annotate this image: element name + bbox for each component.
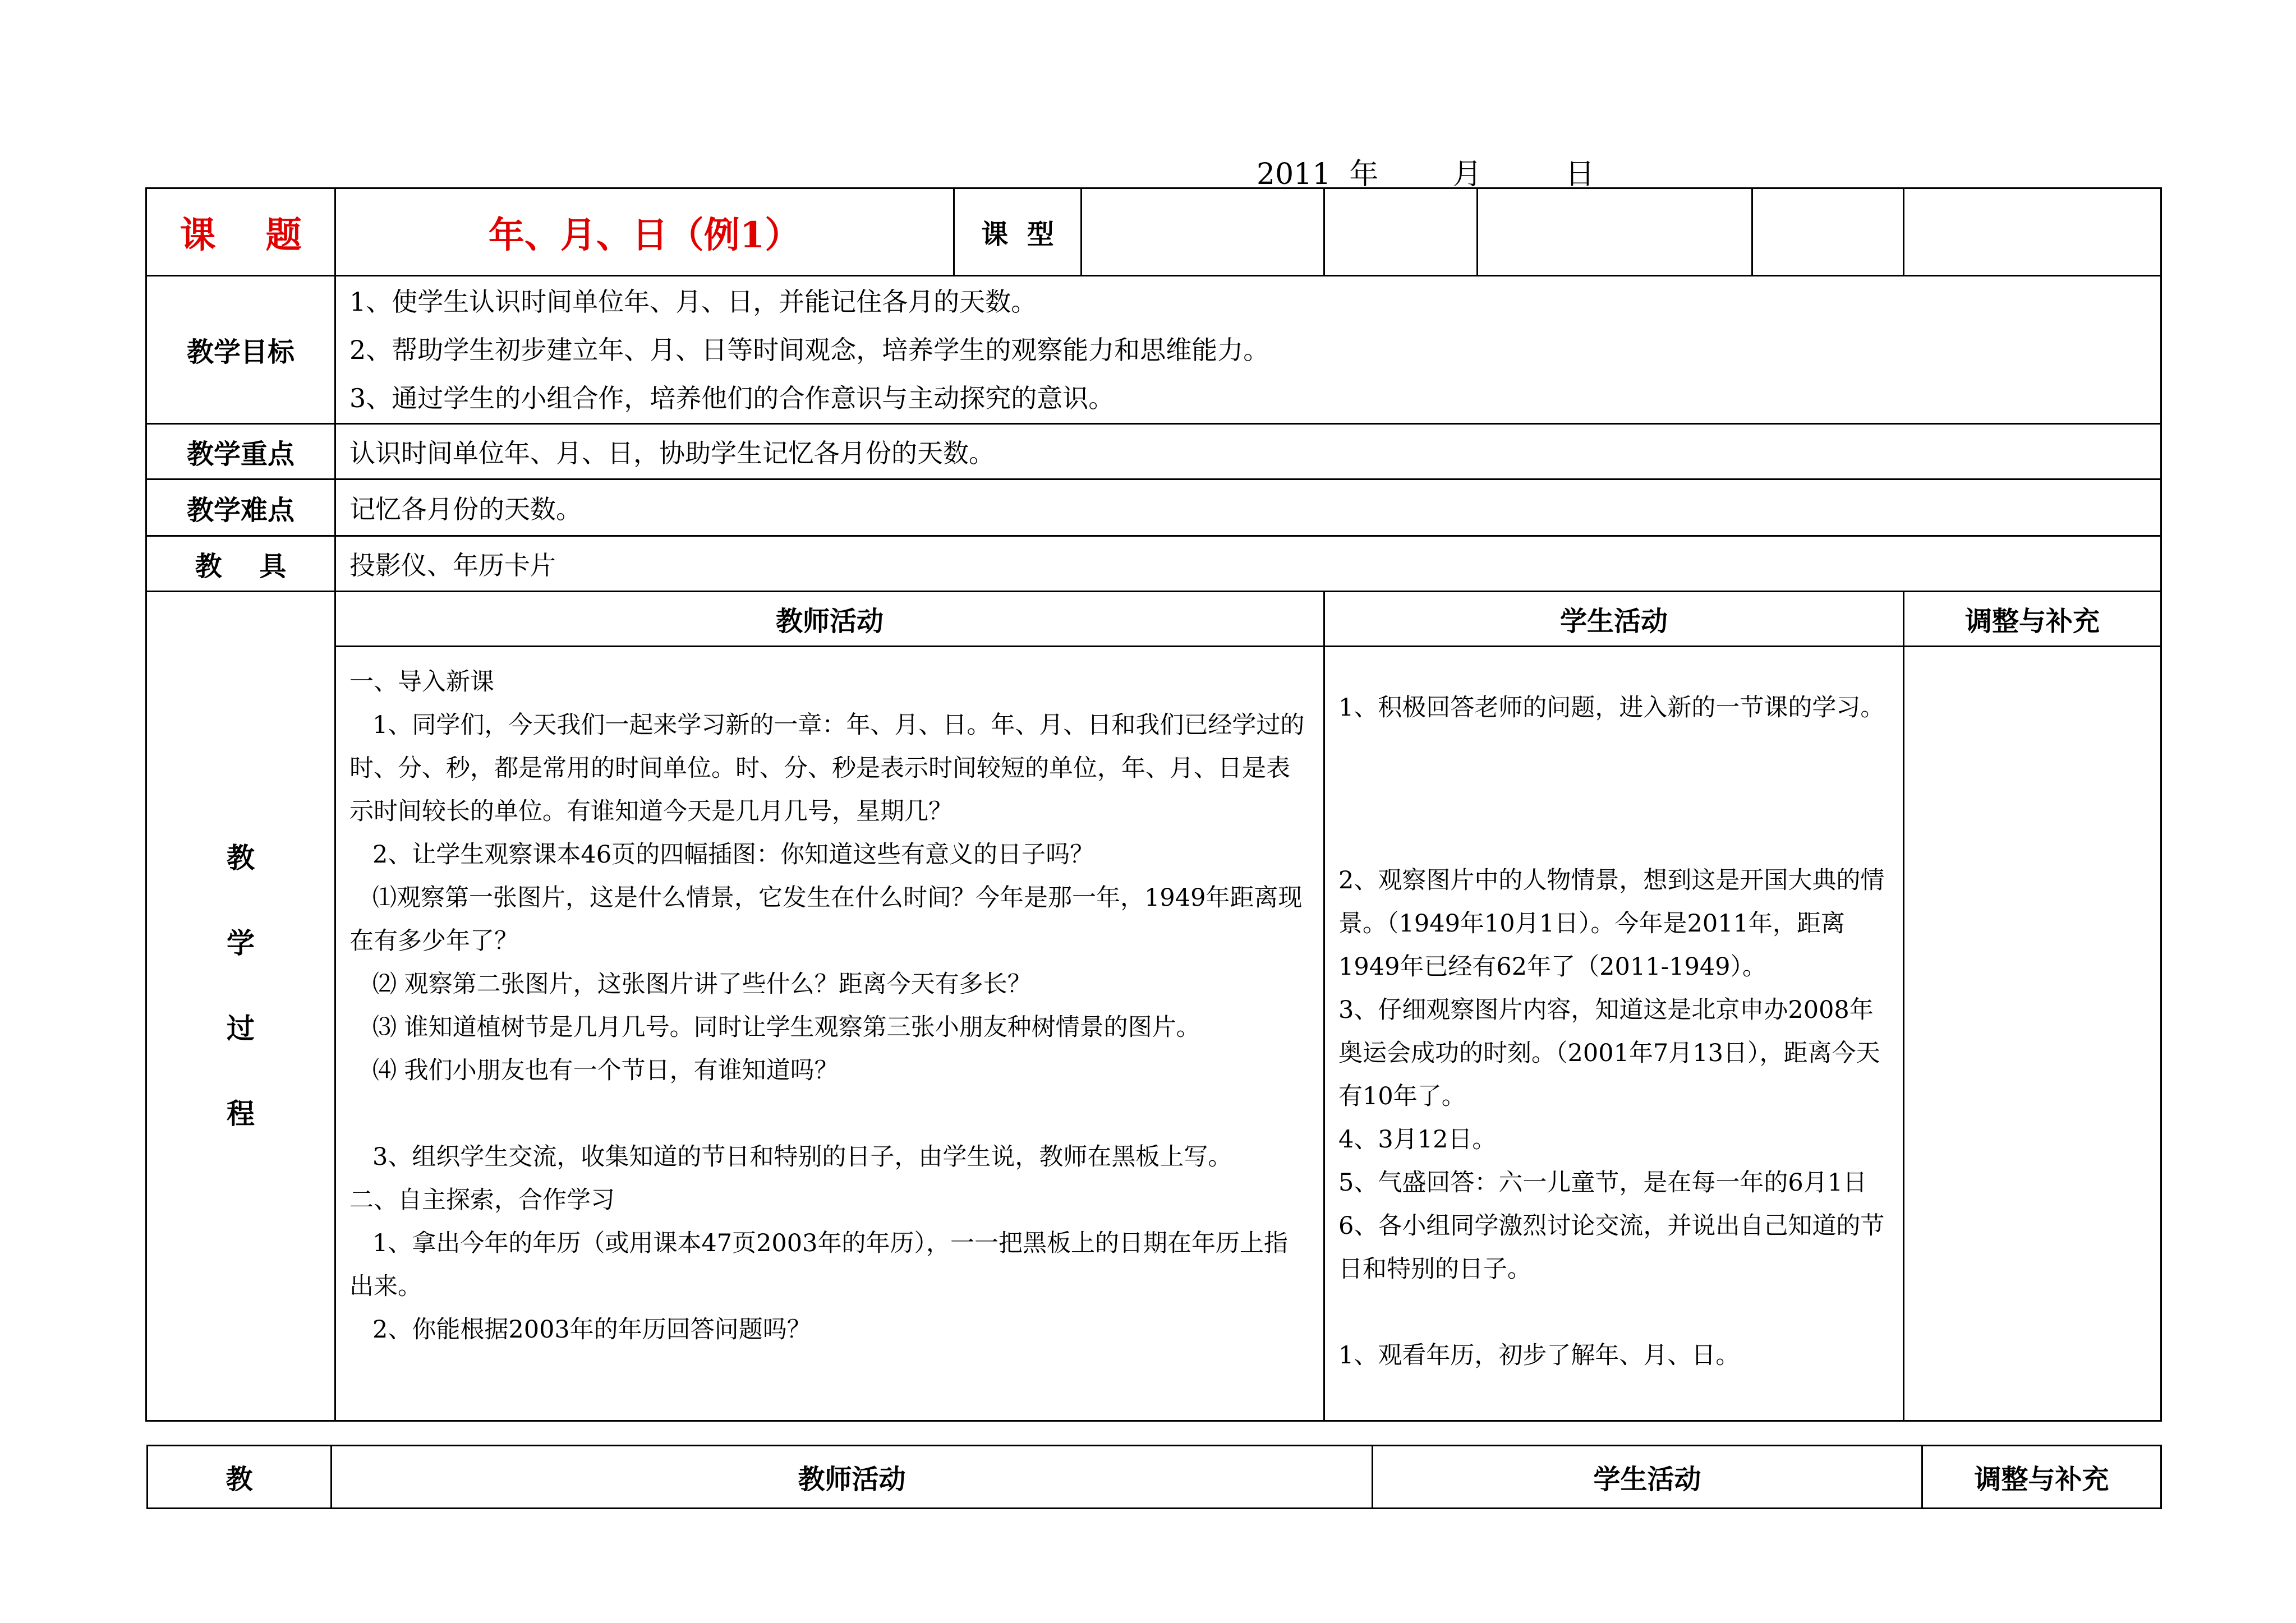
process-label-char: 过: [227, 1012, 255, 1045]
student-activity-line: 4、3月12日。: [1338, 1126, 1497, 1154]
continuation-table: [146, 1445, 2162, 1509]
goals-label: 教学目标: [146, 276, 335, 424]
student-activity-line: 景。（1949年10月1日）。今年是2011年，距离: [1338, 910, 1845, 938]
difficulty-text: 记忆各月份的天数。: [335, 479, 2161, 536]
difficulty-row: [146, 479, 2161, 536]
key-point-row: [146, 424, 2161, 479]
student-activity-line: 5、气盛回答：六一儿童节，是在每一年的6月1日: [1338, 1169, 1867, 1197]
continuation-teacher-header: 教师活动: [332, 1446, 1373, 1509]
process-label-char: 学: [227, 926, 255, 960]
continuation-student-header: 学生活动: [1373, 1446, 1922, 1509]
teacher-activity-line: 3、组织学生交流，收集知道的节日和特别的日子，由学生说，教师在黑板上写。: [349, 1143, 1232, 1171]
student-activity-line: 1、积极回答老师的问题，进入新的一节课的学习。: [1338, 694, 1885, 722]
teacher-activity-line: 一、导入新课: [349, 668, 494, 696]
teacher-activity-line: ⑵ 观察第二张图片，这张图片讲了些什么？距离今天有多长？: [349, 970, 1032, 998]
student-activity-content: [1324, 647, 1904, 1421]
date-line: 2011 年 月 日: [1257, 158, 1595, 191]
difficulty-label: 教学难点: [146, 479, 335, 536]
goal-item: 1、使学生认识时间单位年、月、日，并能记住各月的天数。: [349, 286, 1037, 317]
type-cell-3: [1478, 188, 1752, 276]
continuation-header-row: [148, 1446, 2161, 1509]
student-activity-line: 3、仔细观察图片内容，知道这是北京申办2008年: [1338, 996, 1874, 1024]
teacher-activity-content: [335, 647, 1324, 1421]
student-activity-line: 6、各小组同学激烈讨论交流，并说出自己知道的节: [1338, 1212, 1885, 1240]
topic-title: 年、月、日（例1）: [335, 188, 954, 276]
adjust-header: 调整与补充: [1904, 592, 2161, 647]
teacher-activity-line: 时、分、秒，都是常用的时间单位。时、分、秒是表示时间较短的单位，年、月、日是表: [349, 754, 1290, 782]
student-activity-line: 2、观察图片中的人物情景，想到这是开国大典的情: [1338, 866, 1885, 895]
process-label-char: 程: [227, 1097, 255, 1130]
student-activity-header: 学生活动: [1324, 592, 1904, 647]
goals-row: [146, 276, 2161, 424]
teacher-activity-line: 2、让学生观察课本46页的四幅插图：你知道这些有意义的日子吗？: [349, 841, 1094, 869]
teacher-activity-line: 1、拿出今年的年历（或用课本47页2003年的年历），一一把黑板上的日期在年历上指: [349, 1229, 1289, 1257]
goal-item: 3、通过学生的小组合作，培养他们的合作意识与主动探究的意识。: [349, 382, 1115, 413]
student-activity-line: 1949年已经有62年了（2011-1949）。: [1338, 953, 1767, 981]
student-activity-line: 日和特别的日子。: [1338, 1255, 1531, 1283]
teacher-activity-line: 在有多少年了？: [349, 927, 518, 955]
teacher-activity-header: 教师活动: [335, 592, 1324, 647]
type-cell-5: [1904, 188, 2161, 276]
type-label: 课 型: [954, 188, 1082, 276]
topic-label: 课 题: [146, 188, 335, 276]
adjust-content: [1904, 647, 2161, 1421]
goals-list: [335, 276, 2161, 424]
teacher-activity-line: 出来。: [349, 1272, 422, 1301]
teacher-activity-line: ⑷ 我们小朋友也有一个节日，有谁知道吗？: [349, 1057, 839, 1085]
type-cell-4: [1752, 188, 1904, 276]
student-activity-line: [1338, 730, 1892, 773]
student-activity-line: 有10年了。: [1338, 1082, 1466, 1110]
teacher-activity-line: 1、同学们，今天我们一起来学习新的一章：年、月、日。年、月、日和我们已经学过的: [349, 711, 1305, 739]
teacher-activity-line: 2、你能根据2003年的年历回答问题吗？: [349, 1316, 811, 1344]
type-cell-1: [1082, 188, 1324, 276]
continuation-label: 教: [148, 1446, 332, 1509]
type-cell-2: [1324, 188, 1478, 276]
student-activity-line: [1338, 1291, 1892, 1334]
student-activity-line: [1338, 773, 1892, 816]
teacher-activity-line: 二、自主探索，合作学习: [349, 1186, 615, 1214]
process-content-row: [146, 647, 2161, 1421]
student-activity-line: 1、观看年历，初步了解年、月、日。: [1338, 1341, 1740, 1370]
student-activity-line: [1338, 816, 1892, 859]
continuation-adjust-header: 调整与补充: [1922, 1446, 2161, 1509]
topic-row: [146, 188, 2161, 276]
process-label-char: 教: [227, 841, 255, 874]
key-point-label: 教学重点: [146, 424, 335, 479]
teacher-activity-line: 示时间较长的单位。有谁知道今天是几月几号，星期几？: [349, 797, 953, 826]
teacher-activity-line: ⑶ 谁知道植树节是几月几号。同时让学生观察第三张小朋友种树情景的图片。: [349, 1013, 1200, 1041]
tools-row: [146, 536, 2161, 592]
tools-label: 教 具: [146, 536, 335, 592]
teacher-activity-line: [349, 1092, 1312, 1136]
teacher-activity-line: ⑴观察第一张图片，这是什么情景，它发生在什么时间？今年是那一年，1949年距离现: [349, 884, 1303, 912]
process-label: [146, 592, 335, 1421]
student-activity-line: 奥运会成功的时刻。（2001年7月13日），距离今天: [1338, 1039, 1880, 1067]
lesson-plan-table: [145, 187, 2162, 1422]
goal-item: 2、帮助学生初步建立年、月、日等时间观念，培养学生的观察能力和思维能力。: [349, 334, 1269, 365]
process-header-row: [146, 592, 2161, 647]
key-point-text: 认识时间单位年、月、日，协助学生记忆各月份的天数。: [335, 424, 2161, 479]
tools-text: 投影仪、年历卡片: [335, 536, 2161, 592]
